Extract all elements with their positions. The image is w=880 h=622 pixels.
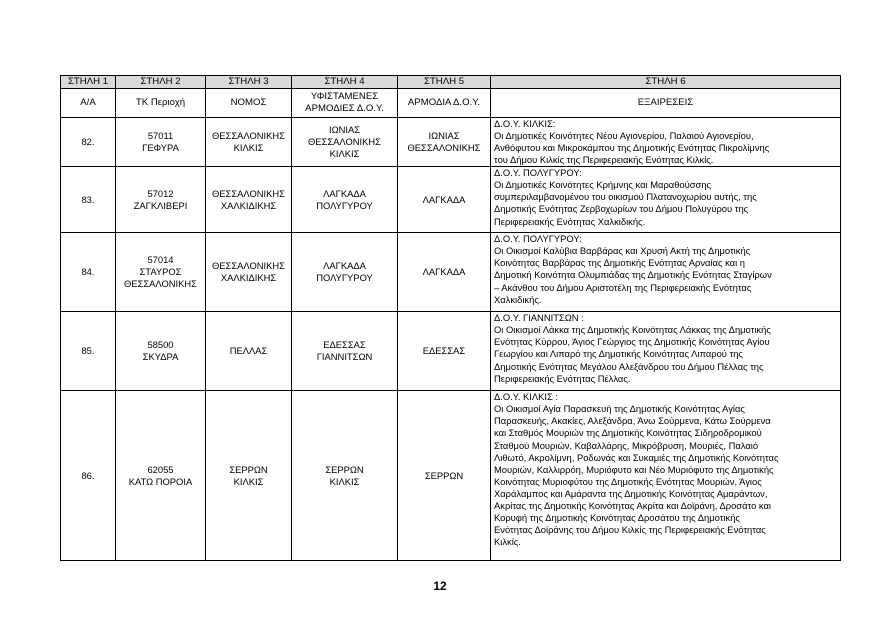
column-number: ΣΤΗΛΗ 6 (491, 76, 841, 89)
column-number: ΣΤΗΛΗ 5 (398, 76, 491, 89)
nomos-cell: ΣΕΡΡΩΝ ΚΙΛΚΙΣ (206, 391, 292, 561)
competent-doy-cell: ΣΕΡΡΩΝ (398, 391, 491, 561)
row-number: 84. (61, 233, 116, 312)
exceptions-cell: Δ.Ο.Υ. ΓΙΑΝΝΙΤΣΩΝ : Οι Οικισμοί Λάκκα της Δημοτικής Κοινότητας Λάκκας της Δημοτικής Ενότητας Κύρρου, Άγιος Γεώργιος της Δημοτικής Κοινότητας Αγίου Γεωργίου και Λιπαρό της Δημοτικής Κοινότητας Λιπαρού της Δημοτικής Ενότητας Μεγάλου Αλεξάνδρου του Δήμου Πέλλας της Περιφερειακής Ενότητας Πέλλας. (491, 312, 841, 391)
header-aa: Α/Α (61, 89, 116, 118)
competent-doy-cell: ΛΑΓΚΑΔΑ (398, 167, 491, 233)
tk-area-cell: 57014 ΣΤΑΥΡΟΣ ΘΕΣΣΑΛΟΝΙΚΗΣ (116, 233, 206, 312)
table-row (61, 391, 841, 561)
column-number: ΣΤΗΛΗ 4 (292, 76, 398, 89)
tk-area-cell: 57012 ΖΑΓΚΛΙΒΕΡΙ (116, 167, 206, 233)
header-existing-doy: ΥΦΙΣΤΑΜΕΝΕΣ ΑΡΜΟΔΙΕΣ Δ.Ο.Υ. (292, 89, 398, 118)
exceptions-cell: Δ.Ο.Υ. ΠΟΛΥΓΥΡΟΥ: Οι Οικισμοί Καλύβια Βαρβάρας και Χρυσή Ακτή της Δημοτικής Κοινότητας Βαρβάρας της Δημοτικής Ενότητας Αρναίας και η Δημοτική Κοινότητα Ολυμπιάδας της Δημοτικής Ενότητας Σταγίρων – Ακάνθου του Δήμου Αριστοτέλη της Περιφερειακής Ενότητας Χαλκιδικής. (491, 233, 841, 312)
nomos-cell: ΘΕΣΣΑΛΟΝΙΚΗΣ ΧΑΛΚΙΔΙΚΗΣ (206, 233, 292, 312)
column-number-row (61, 76, 841, 89)
header-tk-area: ΤΚ Περιοχή (116, 89, 206, 118)
header-competent-doy: ΑΡΜΟΔΙΑ Δ.Ο.Υ. (398, 89, 491, 118)
competent-doy-cell: ΙΩΝΙΑΣ ΘΕΣΣΑΛΟΝΙΚΗΣ (398, 118, 491, 167)
competent-doy-cell: ΛΑΓΚΑΔΑ (398, 233, 491, 312)
tk-area-cell: 62055 ΚΑΤΩ ΠΟΡΟΙΑ (116, 391, 206, 561)
table-row (61, 118, 841, 167)
page-number: 12 (433, 579, 447, 593)
row-number: 85. (61, 312, 116, 391)
column-number: ΣΤΗΛΗ 2 (116, 76, 206, 89)
existing-doy-cell: ΛΑΓΚΑΔΑ ΠΟΛΥΓΥΡΟΥ (292, 167, 398, 233)
column-number: ΣΤΗΛΗ 1 (61, 76, 116, 89)
column-number: ΣΤΗΛΗ 3 (206, 76, 292, 89)
existing-doy-cell: ΛΑΓΚΑΔΑ ΠΟΛΥΓΥΡΟΥ (292, 233, 398, 312)
header-exceptions: ΕΞΑΙΡΕΣΕΙΣ (491, 89, 841, 118)
existing-doy-cell: ΙΩΝΙΑΣ ΘΕΣΣΑΛΟΝΙΚΗΣ ΚΙΛΚΙΣ (292, 118, 398, 167)
header-row (61, 89, 841, 118)
row-number: 82. (61, 118, 116, 167)
table-row (61, 312, 841, 391)
nomos-cell: ΠΕΛΛΑΣ (206, 312, 292, 391)
existing-doy-cell: ΣΕΡΡΩΝ ΚΙΛΚΙΣ (292, 391, 398, 561)
row-number: 86. (61, 391, 116, 561)
exceptions-cell: Δ.Ο.Υ. ΠΟΛΥΓΥΡΟΥ: Οι Δημοτικές Κοινότητες Κρήμνης και Μαραθούσσης συμπεριλαμβανομένου του οικισμού Πλατανοχωρίου αυτής, της Δημοτικής Ενότητας Ζερβοχωρίων του Δήμου Πολυγύρου της Περιφερειακής Ενότητας Χαλκιδικής. (491, 167, 841, 233)
exceptions-table (60, 75, 841, 561)
nomos-cell: ΘΕΣΣΑΛΟΝΙΚΗΣ ΧΑΛΚΙΔΙΚΗΣ (206, 167, 292, 233)
competent-doy-cell: ΕΔΕΣΣΑΣ (398, 312, 491, 391)
tk-area-cell: 58500 ΣΚΥΔΡΑ (116, 312, 206, 391)
existing-doy-cell: ΕΔΕΣΣΑΣ ΓΙΑΝΝΙΤΣΩΝ (292, 312, 398, 391)
table-row (61, 233, 841, 312)
nomos-cell: ΘΕΣΣΑΛΟΝΙΚΗΣ ΚΙΛΚΙΣ (206, 118, 292, 167)
row-number: 83. (61, 167, 116, 233)
table-row (61, 167, 841, 233)
exceptions-cell: Δ.Ο.Υ. ΚΙΛΚΙΣ: Οι Δημοτικές Κοινότητες Νέου Αγιονερίου, Παλαιού Αγιονερίου, Ανθόφυτου και Μικροκάμπου της Δημοτικής Ενότητας Πικρολίμνης του Δήμου Κιλκίς της Περιφερειακής Ενότητας Κιλκίς. (491, 118, 841, 167)
exceptions-cell: Δ.Ο.Υ. ΚΙΛΚΙΣ : Οι Οικισμοί Αγία Παρασκευή της Δημοτικής Κοινότητας Αγίας Παρασκευής, Ακακίες, Αλεξάνδρα, Άνω Σούρμενα, Κάτω Σούρμενα και Σταθμός Μουριών της Δημοτικής Κοινότητας Σιδηροδρομικού Σταθμού Μουριών, Καβαλλάρης, Μικρόβρυση, Μουριές, Παλαιό Λιθωτό, Ακρολίμνη, Ροδωνάς και Συκαμιές της Δημοτικής Κοινότητας Μουριών, Καλλιρρόη, Μυριόφυτο και Νέο Μυριόφυτο της Δημοτικής Κοινότητας Μυριοφύτου της Δημοτικής Ενότητας Μουριών, Άγιος Χαράλαμπος και Αμάραντα της Δημοτικής Κοινότητας Αμαράντων, Ακρίτας της Δημοτικής Κοινότητας Ακρίτα και Δοϊράνη, Δροσάτο και Κορυφή της Δημοτικής Κοινότητας Δροσάτου της Δημοτικής Ενότητας Δοϊράνης του Δήμου Κιλκίς της Περιφερειακής Ενότητας Κιλκίς. (491, 391, 841, 561)
tk-area-cell: 57011 ΓΕΦΥΡΑ (116, 118, 206, 167)
header-nomos: ΝΟΜΟΣ (206, 89, 292, 118)
